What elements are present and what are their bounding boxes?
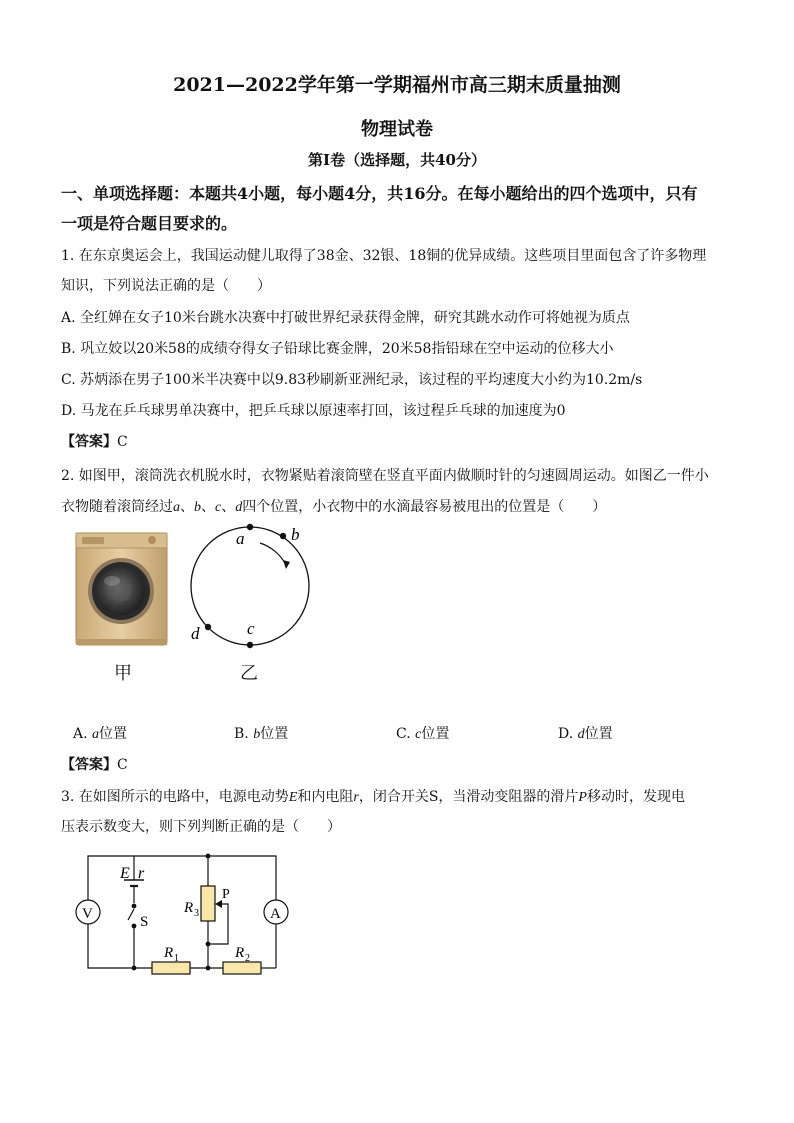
option-text: 位置 <box>584 726 613 742</box>
q3-stem-line1 <box>61 786 685 806</box>
label-c: c <box>247 619 255 638</box>
clockwise-arrow-icon <box>260 543 286 565</box>
washing-machine-image <box>74 531 169 649</box>
label-R3: R <box>184 900 194 916</box>
sep: 、 <box>180 499 194 515</box>
answer-tag: 【答案】 <box>61 757 117 773</box>
q2-stem-text-end: 四个位置，小衣物中的水滴最容易被甩出的位置是（ ） <box>242 499 607 515</box>
section-instructions-line2: 一项是符合题目要求的。 <box>61 214 238 233</box>
q3-text: 和内电阻 <box>297 789 354 805</box>
option-var: b <box>253 727 261 742</box>
point-d-dot <box>205 624 211 630</box>
option-letter: A. <box>73 726 88 742</box>
q1-option-b: B. 巩立姣以20米58的成绩夺得女子铅球比赛金牌，20米58指铅球在空中运动的位移大小 <box>61 341 614 357</box>
q1-stem-line2: 知识，下列说法正确的是（ ） <box>61 278 271 294</box>
q3-text: 移动时，发现电 <box>586 789 685 805</box>
q2-stem-line2 <box>61 496 606 516</box>
point-a-var: a <box>173 500 180 515</box>
point-b-var: b <box>194 500 201 515</box>
option-text: 位置 <box>260 726 289 742</box>
q1-stem-line1: 1. 在东京奥运会上，我国运动健儿取得了38金、32银、18铜的优异成绩。这些项目里面包含了许多物理 <box>61 248 707 264</box>
q3-text: ，闭合开关S，当滑动变阻器的滑片 <box>358 789 579 805</box>
label-P: P <box>222 887 230 902</box>
var-r: r <box>353 790 359 805</box>
option-var: a <box>92 727 100 742</box>
q2-stem-line1: 2. 如图甲，滚筒洗衣机脱水时，衣物紧贴着滚筒壁在竖直平面内做顺时针的匀速圆周运动。如图乙一件小 <box>61 468 709 484</box>
option-text: 位置 <box>421 726 450 742</box>
label-R1: R <box>164 945 174 961</box>
q1-option-c: C. 苏炳添在男子100米半决赛中以9.83秒刷新亚洲纪录，该过程的平均速度大小约为10.2m/s <box>61 372 643 388</box>
q1-option-d: D. 马龙在乒乓球男单决赛中，把乒乓球以原速率打回，该过程乒乓球的加速度为0 <box>61 403 566 419</box>
option-letter: B. <box>234 726 249 742</box>
label-d: d <box>191 624 200 643</box>
q3-stem-line2: 压表示数变大，则下列判断正确的是（ ） <box>61 819 341 835</box>
label-R1-sub: 1 <box>174 953 179 964</box>
fig-caption-yi: 乙 <box>240 663 258 684</box>
answer-value: C <box>117 757 128 773</box>
exam-subtitle: 物理试卷 <box>361 119 433 140</box>
q2-stem-text: 衣物随着滚筒经过 <box>61 499 173 515</box>
circuit-diagram <box>70 848 310 978</box>
q2-option-b <box>234 723 288 743</box>
label-S: S <box>140 914 149 930</box>
q2-answer <box>61 754 128 774</box>
answer-value: C <box>117 434 128 450</box>
slider-arrow-icon <box>215 900 222 908</box>
label-E: E <box>120 865 130 882</box>
option-var: c <box>415 727 422 742</box>
label-R3-sub: 3 <box>194 908 199 919</box>
label-V: V <box>82 906 93 922</box>
option-letter: C. <box>396 726 411 742</box>
circle-diagram <box>190 520 316 650</box>
q3-text: 3. 在如图所示的电路中，电源电动势 <box>61 789 289 805</box>
sep: 、 <box>201 499 215 515</box>
option-letter: D. <box>558 726 574 742</box>
var-P: P <box>578 790 587 805</box>
point-a-dot <box>247 524 253 530</box>
q1-option-a: A. 全红婵在女子10米台跳水决赛中打破世界纪录获得金牌，研究其跳水动作可将她视为质点 <box>61 310 630 326</box>
resistor-r1 <box>152 962 190 974</box>
section-instructions-line1: 一、单项选择题：本题共4小题，每小题4分，共16分。在每小题给出的四个选项中，只有 <box>61 184 698 203</box>
option-var: d <box>577 727 585 742</box>
rheostat-r3 <box>201 886 215 921</box>
point-d-var: d <box>235 500 243 515</box>
label-a: a <box>236 529 245 548</box>
var-E: E <box>288 790 298 805</box>
q2-option-c <box>396 723 449 743</box>
point-c-dot <box>247 642 253 648</box>
q2-option-a <box>73 723 127 743</box>
resistor-r2 <box>223 962 261 974</box>
label-A: A <box>270 906 281 922</box>
fig-caption-jia: 甲 <box>114 663 132 684</box>
point-b-dot <box>280 533 286 539</box>
q1-answer <box>61 431 128 451</box>
exam-title: 2021—2022学年第一学期福州市高三期末质量抽测 <box>173 74 621 96</box>
sep: 、 <box>221 499 236 515</box>
option-text: 位置 <box>99 726 128 742</box>
label-r: r <box>138 865 145 882</box>
label-R2-sub: 2 <box>245 953 250 964</box>
q2-option-d <box>558 723 613 743</box>
point-c-var: c <box>215 500 222 515</box>
label-R2: R <box>235 945 245 961</box>
switch-blade <box>128 909 134 920</box>
label-b: b <box>291 525 300 544</box>
answer-tag: 【答案】 <box>61 434 117 450</box>
volume-heading: 第Ⅰ卷（选择题，共40分） <box>308 151 486 169</box>
